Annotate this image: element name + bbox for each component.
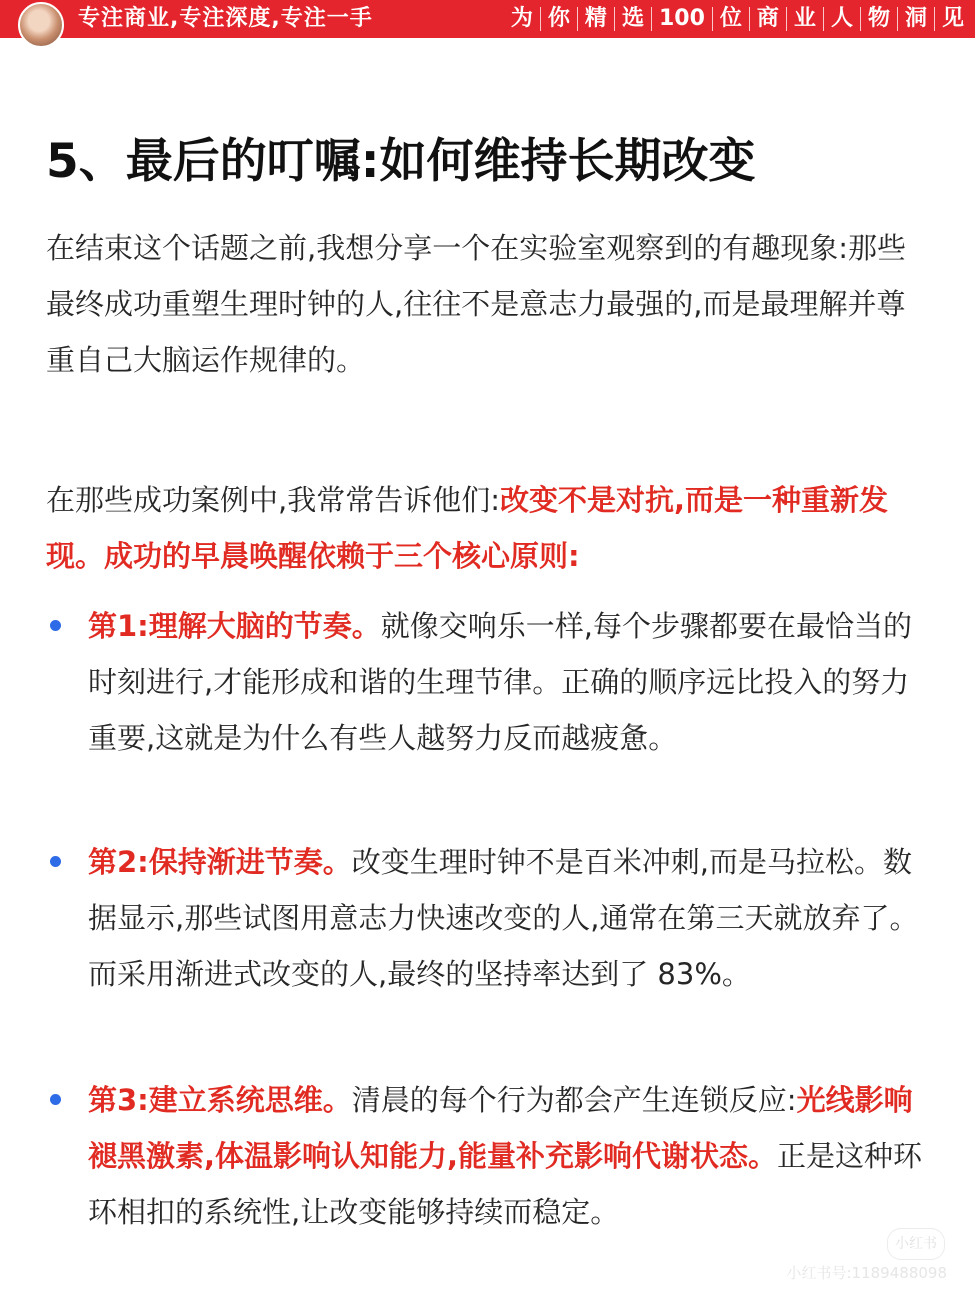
- lead-paragraph: [46, 472, 926, 584]
- tagline-char: 选: [614, 7, 651, 31]
- intro-paragraph: 在结束这个话题之前,我想分享一个在实验室观察到的有趣现象:那些最终成功重塑生理时钟的人,往往不是意志力最强的,而是最理解并尊重自己大脑运作规律的。: [46, 231, 906, 377]
- tagline-char: 你: [540, 7, 577, 31]
- tagline-char: 为: [510, 6, 533, 31]
- tagline-char: 洞: [897, 7, 934, 31]
- watermark-logo: 小红书: [887, 1228, 945, 1260]
- tagline-char: 商: [749, 7, 786, 31]
- principle-item-1: [88, 598, 926, 766]
- watermark-id: 小红书号:1189488098: [786, 1264, 947, 1282]
- principle-heading: 第3:建立系统思维。: [88, 1083, 352, 1117]
- tagline-number: 100: [651, 7, 712, 31]
- principle-heading: 第2:保持渐进节奏。: [88, 845, 352, 879]
- tagline-char: 见: [934, 7, 971, 31]
- principle-item-3: [88, 1072, 926, 1240]
- principle-text: 清晨的每个行为都会产生连锁反应:: [351, 1083, 797, 1117]
- tagline-char: 精: [577, 7, 614, 31]
- principle-text: 就像交响乐一样,每个步骤都要在最恰当的时刻进行,才能形成和谐的生理节律。正确的顺序远比投入的努力重要,这就是为什么有些人越努力反而越疲惫。: [88, 609, 913, 755]
- principle-heading: 第1:理解大脑的节奏。: [88, 609, 381, 643]
- avatar[interactable]: [18, 2, 64, 48]
- lead-text: 在那些成功案例中,我常常告诉他们:: [46, 483, 500, 517]
- tagline-char: 物: [860, 7, 897, 31]
- principle-text: 正是这种环环相扣的系统性,让改变能够持续而稳定。: [88, 1139, 923, 1229]
- principle-item-2: [88, 834, 926, 1002]
- tagline-char: 业: [786, 7, 823, 31]
- tagline-char: 人: [823, 7, 860, 31]
- principle-highlight: 光线影响褪黑激素,体温影响认知能力,能量补充影响代谢状态。: [88, 1083, 913, 1173]
- tagline-char: 位: [712, 7, 749, 31]
- principle-text: 改变生理时钟不是百米冲刺,而是马拉松。数据显示,那些试图用意志力快速改变的人,通常在第三天就放弃了。而采用渐进式改变的人,最终的坚持率达到了 83%。: [88, 845, 919, 991]
- header-slogan: 专注商业,专注深度,专注一手: [78, 6, 373, 31]
- header-tagline: [504, 4, 971, 34]
- lead-highlight: 改变不是对抗,而是一种重新发现。成功的早晨唤醒依赖于三个核心原则:: [46, 483, 889, 573]
- section-title: 5、最后的叮嘱:如何维持长期改变: [46, 134, 756, 189]
- header-bar: [0, 0, 975, 38]
